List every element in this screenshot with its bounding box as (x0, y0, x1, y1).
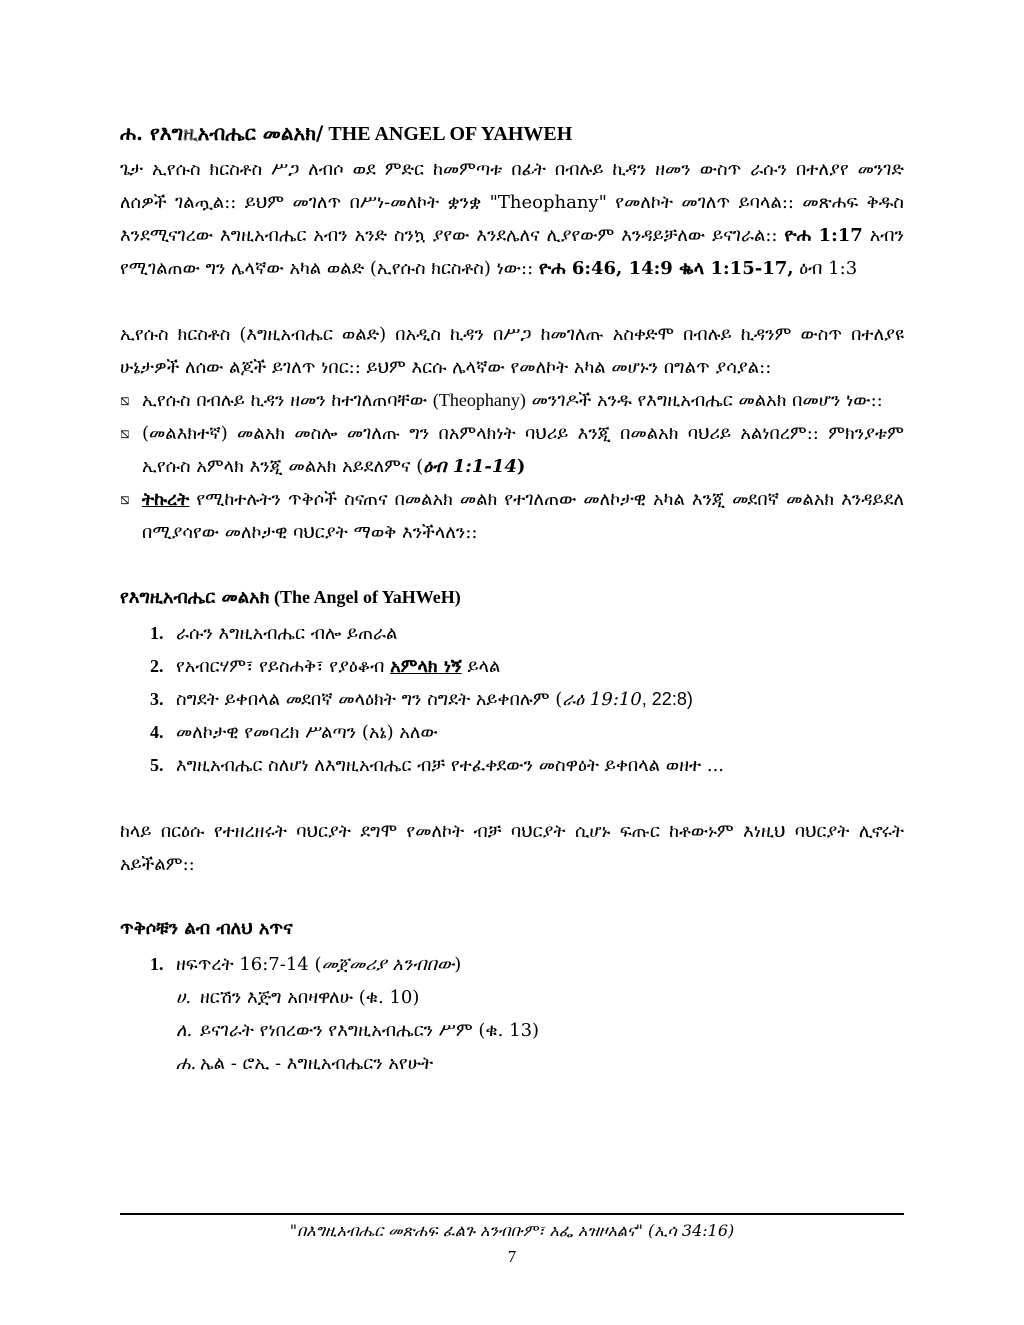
list-text: እግዚአብሔር ስለሆነ ለእግዚአብሔር ብቻ የተፈቀደውን መስዋዕት ይቀበላል ወዘተ ... (176, 755, 725, 776)
bullet-text: ) (516, 456, 526, 477)
list-item (120, 650, 904, 683)
emphasis-text: አምላክ ነኝ (390, 656, 462, 677)
list-number: 1. (150, 623, 164, 643)
list-item (120, 948, 904, 981)
scripture-ref: ዕብ 1:3 (793, 258, 858, 279)
list-text-italic: መጀመሪያ አንብበው (321, 954, 455, 975)
bullet-item (120, 417, 904, 483)
list-number: 5. (150, 755, 164, 775)
document-body (120, 118, 904, 1080)
spacer (120, 782, 904, 815)
sublist-text: ዘርሽን እጅግ አበዛዋለሁ (ቁ. 10) (200, 987, 420, 1008)
page-number: 7 (507, 1247, 517, 1266)
bullet-text: መንገዶች አንዱ የእግዚአብሔር መልአክ በመሆን ነው:: (525, 390, 883, 411)
list-text: መለኮታዊ የመባረክ ሥልጣን (አኔ) አለው (176, 722, 438, 743)
list-text: ) (454, 954, 462, 975)
scripture-ref: ዮሐ 6:46, 14:9 ቈላ 1:15-17, (538, 258, 794, 279)
spacer (120, 549, 904, 582)
list-item (120, 716, 904, 749)
sublist-text: ኤል - ሮኢ - እግዚአብሔርን አየሁት (200, 1053, 434, 1074)
list-text: የአብርሃም፣ የይስሐቅ፣ የያዕቆብ (176, 656, 391, 677)
bullet-icon: ⧅ (120, 424, 130, 442)
bullet-icon: ⧅ (120, 490, 130, 508)
emphasis-word: ትኩረት (142, 489, 190, 510)
sublist-label: ሐ. (176, 1053, 197, 1074)
list-text: ራሱን እግዚአብሔር ብሎ ይጠራል (176, 623, 398, 644)
section-heading-angel (120, 118, 904, 149)
bullet-text-en: (Theophany) (432, 390, 526, 410)
numbered-list (120, 617, 904, 782)
paragraph-closing: ከላይ በርዕሱ የተዘረዘሩት ባህርያት ደግሞ የመለኮት ብቻ ባህርያት ሲሆኑ ፍጡር ከቶውኑም እነዚህ ባህርያት ሊኖሩት አይችልም:: (120, 821, 904, 875)
list-number: 3. (150, 689, 164, 709)
section-heading-angel-of-yahweh (120, 582, 904, 613)
list-number: 4. (150, 722, 164, 742)
paragraph-jesus-ot: ኢየሱስ ክርስቶስ (እግዚአብሔር ወልድ) በአዲስ ኪዳን በሥጋ ከመገለጡ አስቀድሞ በብሉይ ኪዳንም ውስጥ በተለያዩ ሁኔታዎች ለሰው ልጆች ይገለጥ ነበር:: ይህም እርሱ ሌላኛው የመለኮት አካል መሆኑን በግልጥ ያሳያል:: (120, 324, 904, 378)
list-item (120, 749, 904, 782)
list-text: ይላል (461, 656, 501, 677)
heading-amharic: ሐ. የእግዚአብሔር መልአክ/ (120, 121, 324, 145)
bullet-text: (መልእክተኛ) መልአክ መስሎ መገለጡ ግን በአምላክነት ባህሪይ እንጂ በመልአክ ባህሪይ አልነበረም:: ምክንያቱም ኢየሱስ አምላክ እንጂ መልአክ አይደለምና ( (142, 423, 904, 477)
section-heading-study: ጥቅሶቹን ልብ ብለህ አጥና (120, 918, 293, 939)
bullet-list (120, 384, 904, 549)
paragraph-text: ጌታ ኢየሱስ ክርስቶስ ሥጋ ለብሶ ወደ ምድር ከመምጣቱ በፊት በብሉይ ኪዳን ዘመን ውስጥ ራሱን በተለያየ መንገድ ለሰዎች ገልጧል:: ይህም መገለጥ በሥነ-መለኮት ቋንቋ "Theophany" የመለኮት መገለጥ ይባላል:: መጽሐፍ ቅዱስ እንደሚናገረው እግዚአብሔር አብን አንድ ስንኳ ያየው እንደሌለና ሊያየውም እንዳይቻለው ይናገራል:: (120, 159, 904, 246)
heading-english: (The Angel of YaHWeH) (269, 587, 461, 607)
scripture-ref: ራዕ 19:10 (562, 689, 642, 710)
scripture-ref: ዮሐ 1:17 (784, 225, 863, 246)
footer-divider (120, 1213, 904, 1215)
bullet-item (120, 483, 904, 549)
heading-english: THE ANGEL OF YAHWEH (323, 123, 573, 145)
list-text: , 22:8) (641, 689, 693, 709)
spacer (120, 881, 904, 914)
sublist-item (120, 1047, 904, 1080)
list-number: 2. (150, 656, 164, 676)
sublist-label: ለ. (176, 1020, 193, 1041)
list-item (120, 683, 904, 716)
sublist-item (120, 1014, 904, 1047)
list-text: ስግደት ይቀበላል መደበኛ መላዕክት ግን ስግደት አይቀበሉም ( (176, 689, 563, 710)
heading-amharic: የእግዚአብሔር መልአክ (120, 587, 270, 608)
scripture-ref: ዕብ 1:1-14 (423, 456, 517, 477)
sublist-item (120, 981, 904, 1014)
bullet-text: የሚከተሉትን ጥቅሶች ስናጠና በመልአክ መልክ የተገለጠው መለኮታዊ አካል እንጂ መደበኛ መልአክ እንዳይደለ በሚያሳየው መለኮታዊ ባህርያት ማወቅ እንችላለን:: (142, 489, 904, 543)
bullet-icon: ⧅ (120, 391, 130, 409)
list-item (120, 617, 904, 650)
bullet-item (120, 384, 904, 417)
sublist-text: ይናገራት የነበረውን የእግዚአብሔርን ሥም (ቁ. 13) (200, 1020, 540, 1041)
footer-quote: "በእግዚአብሔር መጽሐፍ ፈልጉ አንብቡም፣ አፌ አዝዞአልና" (ኢሳ 34:16) (289, 1221, 735, 1240)
study-sublist (120, 981, 904, 1080)
study-list (120, 948, 904, 981)
list-text: ዘፍጥረት 16:7-14 ( (176, 954, 322, 975)
sublist-label: ሀ. (176, 987, 192, 1008)
list-number: 1. (150, 954, 164, 974)
paragraph-text: አብን የሚገልጠው ግን ሌላኛው አካል ወልድ (ኢየሱስ ክርስቶስ) ነው:: (120, 225, 904, 279)
bullet-text: ኢየሱስ በብሉይ ኪዳን ዘመን ከተገለጠባቸው (142, 390, 433, 411)
spacer (120, 285, 904, 318)
paragraph-theophany (120, 153, 904, 285)
